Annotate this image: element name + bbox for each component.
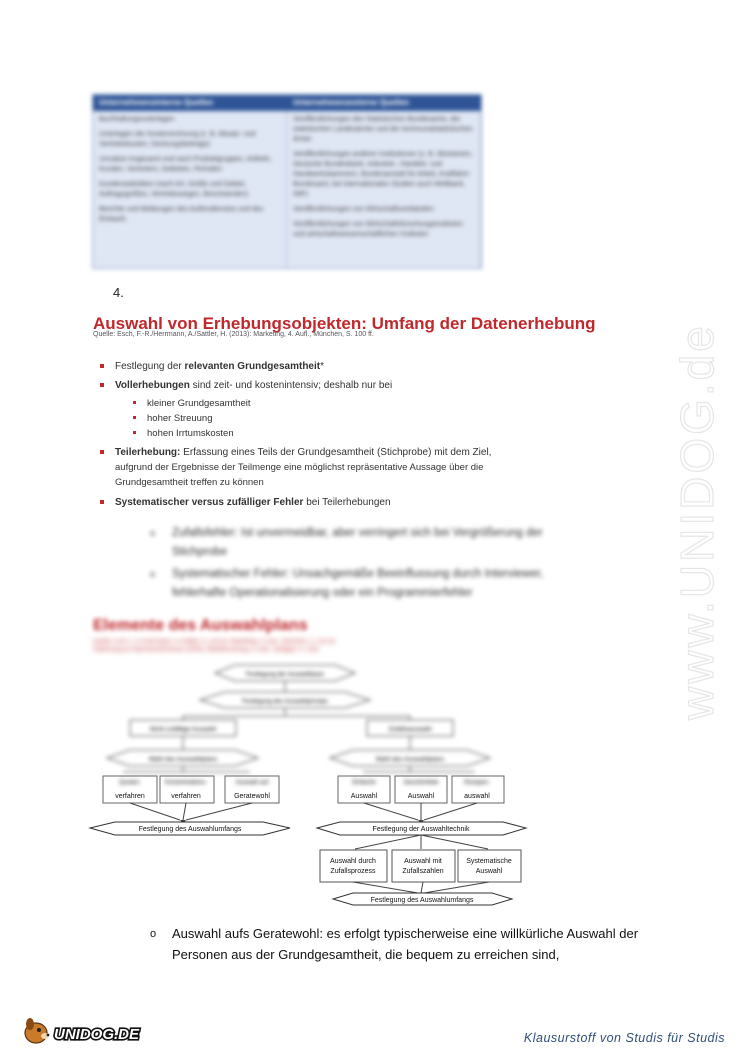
technique-box bbox=[458, 850, 521, 882]
logo-text: UNIDOG.DE bbox=[54, 1026, 140, 1043]
technique-label: Systematische bbox=[466, 858, 512, 865]
arrow-line bbox=[353, 882, 418, 893]
table-header bbox=[93, 95, 481, 111]
bullet-square-icon bbox=[133, 416, 136, 419]
bullet-square-icon bbox=[133, 431, 136, 434]
table-cell: Veröffentlichungen des Statistischen Bundesamts, der statistischen Landesämter und der kommunalstatistischen Ämter bbox=[293, 116, 473, 143]
dog-logo-icon bbox=[22, 1015, 152, 1047]
bullet-text: sind zeit- und kostenintensiv; deshalb nur bei bbox=[189, 380, 393, 391]
circle-bullet-icon: o bbox=[150, 928, 157, 940]
item-number: 4. bbox=[113, 285, 124, 300]
bullet-text: * bbox=[320, 361, 324, 372]
table-header-internal: Unternehmensinterne Quellen bbox=[99, 98, 214, 107]
circle-bullet-icon: o bbox=[150, 528, 156, 538]
footer-tagline: Klausurstoff von Studis für Studis bbox=[523, 1031, 725, 1045]
bullet-square-icon bbox=[100, 500, 104, 504]
technique-box bbox=[392, 850, 455, 882]
method-label: Geratewohl bbox=[234, 793, 270, 800]
diagram-label: Festlegung des Auswahlumfangs bbox=[370, 897, 474, 904]
table-cell: Unterlagen der Kostenrechnung (z. B. Absatz- und Vertriebskosten, Deckungsbeiträge) bbox=[99, 131, 256, 148]
table-cell: Buchhaltungsunterlagen bbox=[99, 116, 175, 123]
method-label: Auswahl bbox=[350, 793, 378, 800]
bullet-bold: relevanten Grundgesamtheit bbox=[184, 361, 321, 372]
table-cell: Veröffentlichungen von Wirtschaftsverbänden bbox=[293, 206, 434, 213]
bullet-continuation: aufgrund der Ergebnisse der Teilmenge eine möglichst repräsentative Aussage über die bbox=[115, 462, 484, 473]
list-item-text: Stichprobe bbox=[172, 546, 227, 558]
method-label: auswahl bbox=[464, 793, 490, 800]
bullet-square-icon bbox=[100, 364, 104, 368]
method-label: Auswahl bbox=[407, 793, 435, 800]
arrow-line bbox=[183, 803, 186, 820]
bullet-text: Erfassung eines Teils der Grundgesamtheit (Stichprobe) mit dem Ziel, bbox=[180, 447, 492, 458]
list-item-text: Zufallsfehler: Ist unvermeidbar, aber verringert sich bei Vergrößerung der bbox=[172, 527, 543, 539]
table-column-external bbox=[287, 111, 481, 268]
diagram-label: Wahl des Auswahlplans bbox=[148, 756, 218, 763]
diagram-label: Festlegung des Auswahlumfangs bbox=[138, 826, 242, 833]
bullet-square-icon bbox=[100, 450, 104, 454]
table-cell: Kundenstatistiken (nach Art, Größe und Gebiet, Auftragsgrößen, Vertriebswegen, Beschwerden) bbox=[99, 181, 249, 198]
technique-box bbox=[320, 850, 387, 882]
bullet-bold: Teilerhebung: bbox=[115, 447, 181, 458]
technique-label: Zufallsprozess bbox=[330, 868, 376, 875]
diagram-label: Konzentrations- bbox=[164, 780, 208, 786]
sub-bullet-text: kleiner Grundgesamtheit bbox=[147, 398, 251, 409]
diagram-label: Geschichtete bbox=[403, 780, 439, 786]
diagram-label: Wahl des Auswahlplans bbox=[375, 756, 445, 763]
watermark bbox=[658, 280, 738, 730]
table-cell: Veröffentlichungen anderer Institutionen (z. B. Ministerien, Deutsche Bundesbank, Industrie-, Handels- und Handwerkskammern, Bundesanstalt für Arbeit, Kraftfahrt-Bundesamt, bei internationalen Studien auch Weltbank, IWF) bbox=[293, 151, 473, 198]
watermark-text: www.UNIDOG.de bbox=[671, 323, 723, 720]
auswahlplan-diagram bbox=[85, 660, 545, 910]
arrow-line bbox=[421, 835, 488, 849]
diagram-label: Quoten- bbox=[119, 780, 141, 786]
sources-table bbox=[92, 94, 482, 269]
bullet-bold: Systematischer versus zufälliger Fehler bbox=[115, 497, 304, 508]
diagram-label: Festlegung der Auswahltechnik bbox=[372, 826, 470, 833]
slide-title: Auswahl von Erhebungsobjekten: Umfang der Datenerhebung bbox=[93, 314, 596, 333]
bullet-square-icon bbox=[133, 401, 136, 404]
diagram-label: Zufallsauswahl bbox=[388, 726, 432, 733]
arrow-line bbox=[424, 882, 489, 893]
bullet-text: Festlegung der bbox=[115, 361, 185, 372]
circle-bullet-icon: o bbox=[150, 569, 156, 579]
table-cell: Berichte und Meldungen des Außendienstes und des Einkaufs bbox=[99, 206, 264, 223]
arrow-line bbox=[186, 803, 252, 820]
table-column-internal bbox=[93, 111, 287, 268]
bullet-square-icon bbox=[100, 383, 104, 387]
table-cell: Veröffentlichungen von Wirtschaftsforschungsinstituten und wirtschaftswissenschaftlichen Instituten bbox=[293, 221, 463, 238]
technique-label: Auswahl mit bbox=[404, 858, 442, 865]
method-label: verfahren bbox=[115, 793, 145, 800]
table-cell: Umsätze insgesamt und nach Produktgruppen, Artikeln, Kunden, Vertretern, Gebieten, Perioden bbox=[99, 156, 272, 173]
technique-label: Auswahl durch bbox=[330, 858, 376, 865]
list-item-text: Auswahl aufs Geratewohl: es erfolgt typischerweise eine willkürliche Auswahl der Personen aus der Grundgesamtheit, die bequem zu erreichen sind, bbox=[172, 926, 639, 962]
arrow-line bbox=[364, 803, 418, 820]
list-item-text: fehlerhafte Operationalisierung oder ein Programmierfehler bbox=[172, 587, 473, 599]
diagram-blurred-top bbox=[107, 665, 490, 786]
sub-bullet-text: hohen Irrtumskosten bbox=[147, 428, 234, 439]
technique-label: Auswahl bbox=[475, 868, 503, 875]
diagram-label: Klumpen- bbox=[464, 780, 490, 786]
slide-source: Quelle: Esch, F.-R./Herrmann, A./Sattler, H. (2013): Marketing, 4. Aufl., München, S. 103 (in Anlehnung an Hammann/Erichson (2000): Marktforschung, 4. Aufl., Stuttgart, S. 124) bbox=[93, 639, 336, 653]
list-item-text: Systematischer Fehler: Unsachgemäße Beeinflussung durch Interviewer, bbox=[172, 568, 544, 580]
arrow-line bbox=[130, 803, 180, 820]
sub-bullet-text: hoher Streuung bbox=[147, 413, 213, 424]
slide-title: Elemente des Auswahlplans bbox=[93, 617, 308, 634]
arrow-line bbox=[421, 882, 423, 893]
bullet-text: bei Teilerhebungen bbox=[303, 497, 391, 508]
arrow-line bbox=[424, 803, 477, 820]
bullet-bold: Vollerhebungen bbox=[115, 380, 190, 391]
diagram-label: Festlegung der Auswahlbasis bbox=[245, 672, 325, 678]
diagram-label: Nicht zufällige Auswahl bbox=[149, 726, 217, 733]
footer-logo bbox=[22, 1015, 152, 1052]
table-header-external: Unternehmensexterne Quellen bbox=[293, 98, 410, 107]
technique-label: Zufallszahlen bbox=[402, 868, 444, 875]
diagram-label: Festlegung des Auswahlprinzips bbox=[242, 699, 328, 705]
diagram-label: Einfache bbox=[352, 780, 376, 786]
bullet-continuation: Grundgesamtheit treffen zu können bbox=[115, 477, 264, 488]
arrow-line bbox=[355, 835, 421, 849]
method-label: verfahren bbox=[171, 793, 201, 800]
slide-source: Quelle: Esch, F.-R./Herrmann, A./Sattler, H. (2013): Marketing, 4. Aufl., München, S. 100 ff. bbox=[93, 331, 374, 338]
diagram-label: Auswahl auf bbox=[235, 780, 269, 786]
